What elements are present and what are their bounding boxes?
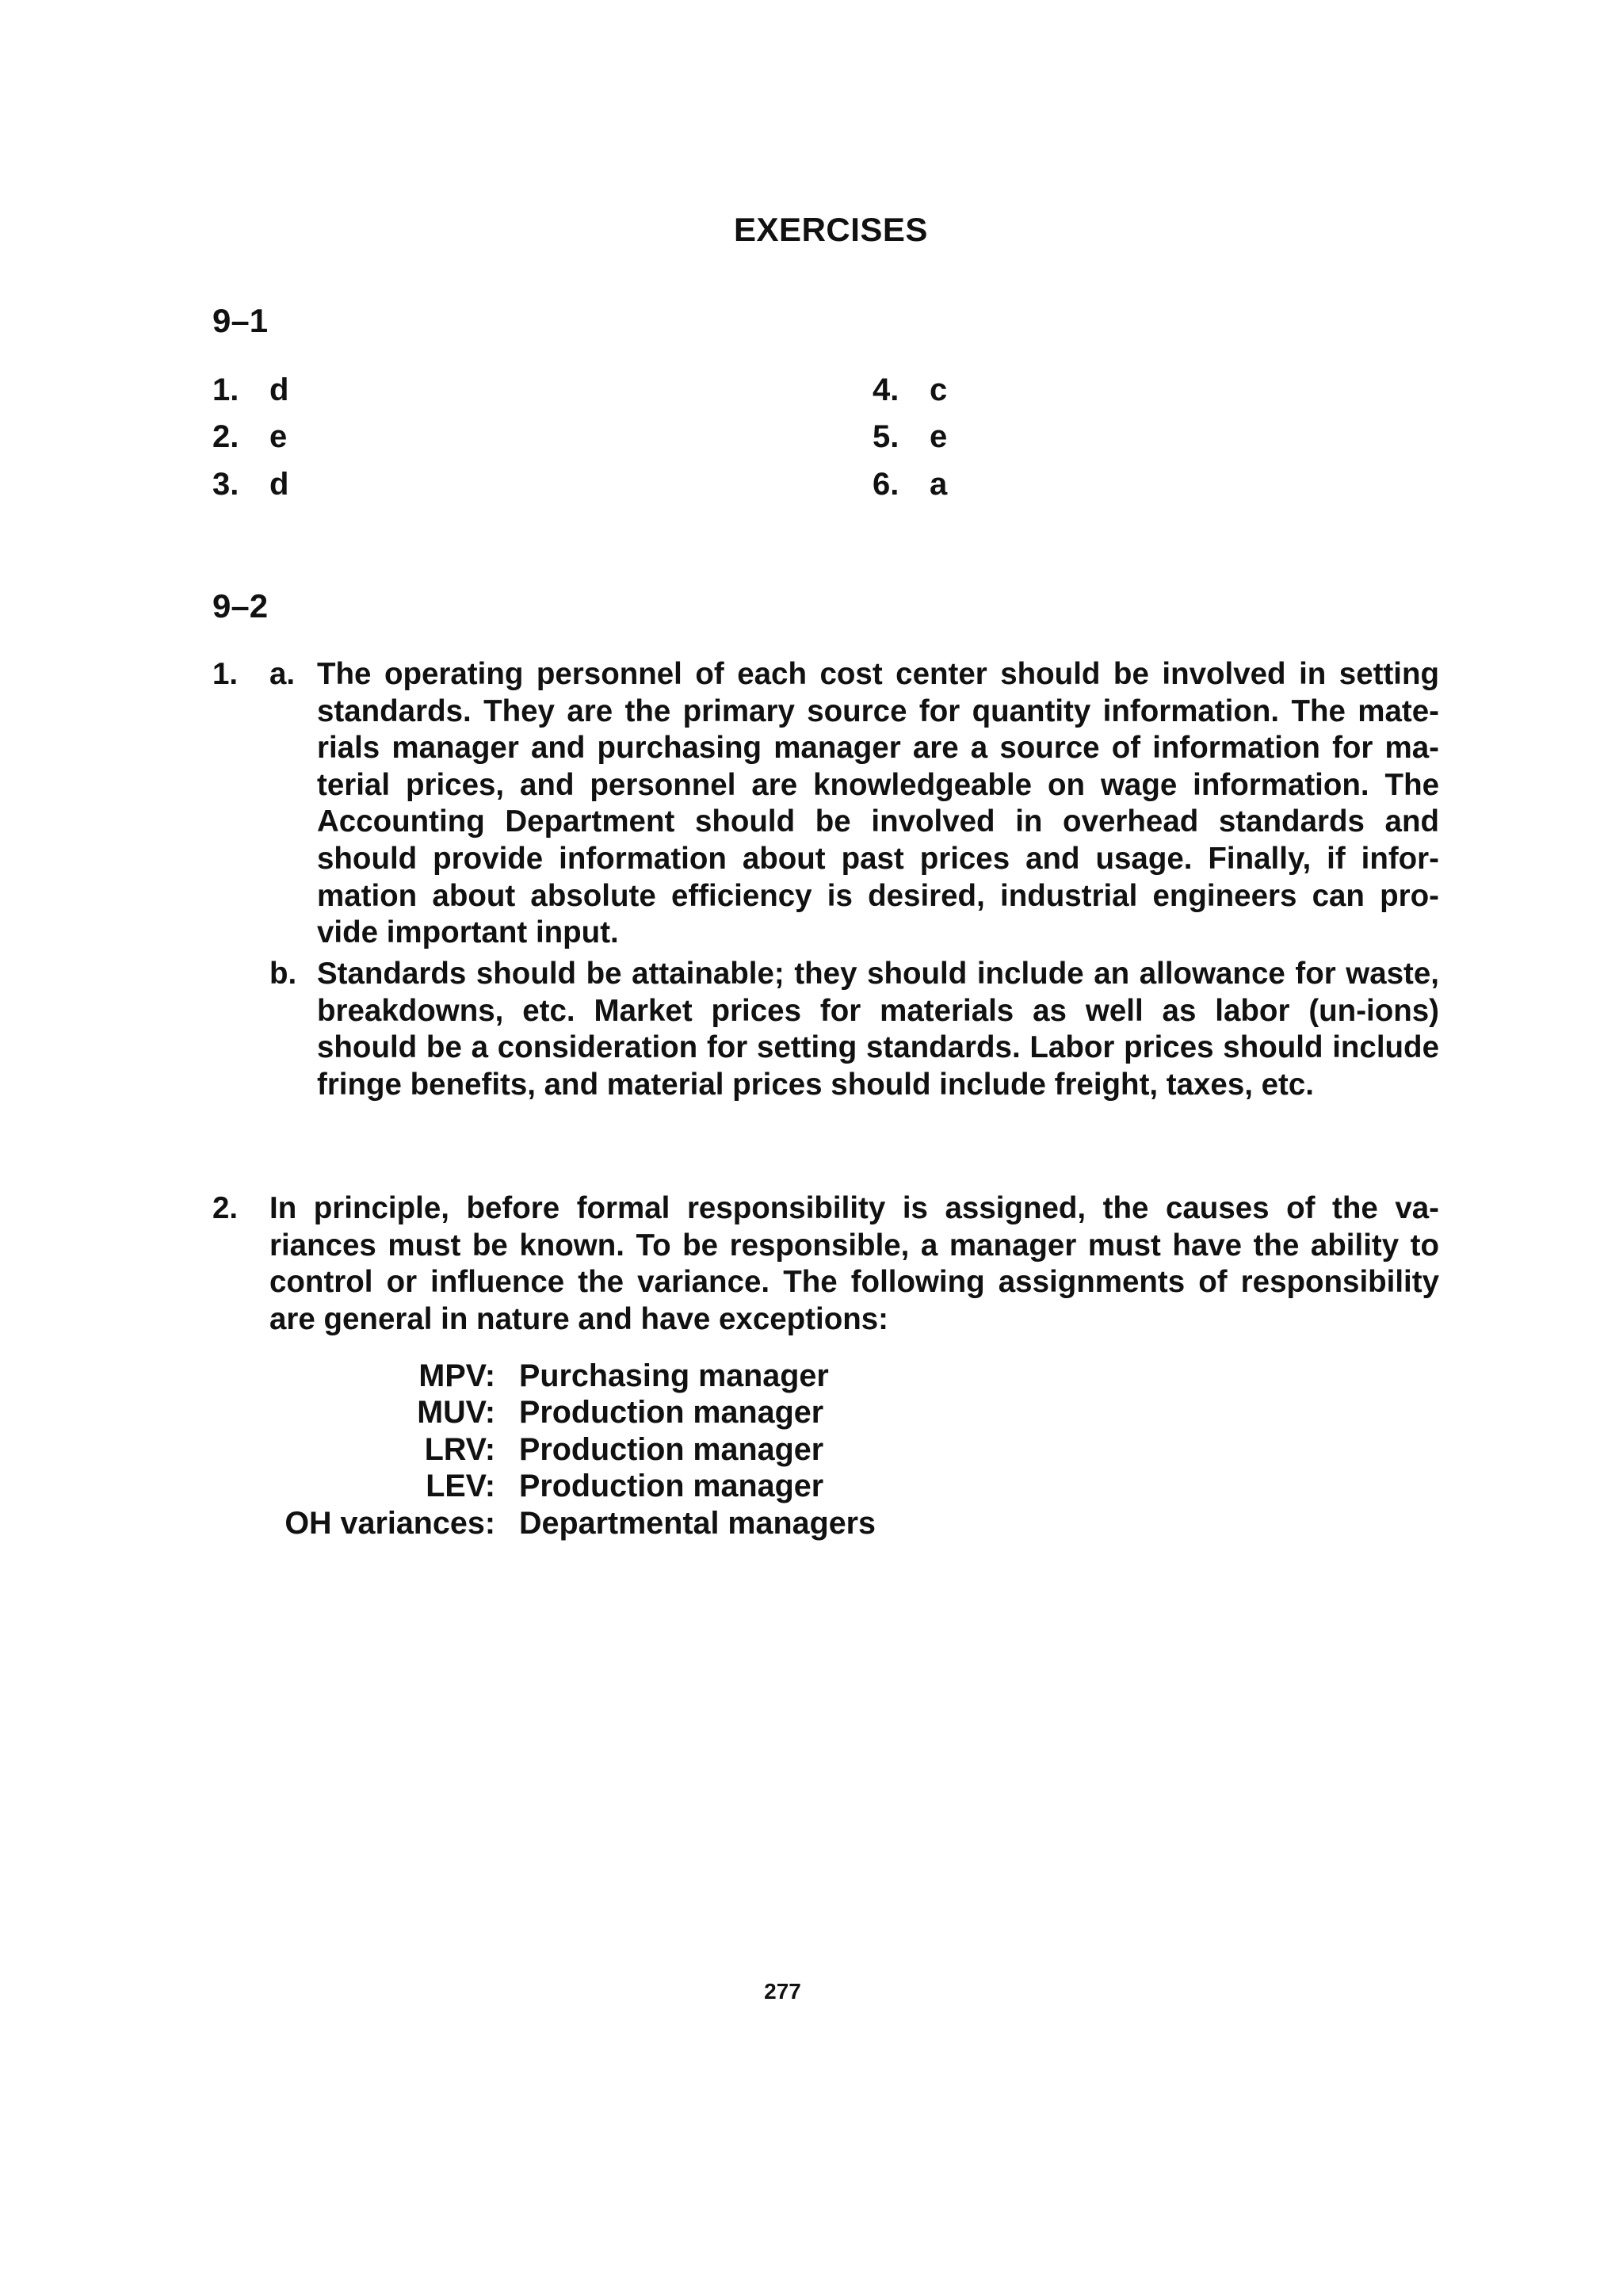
variance-label: MUV: <box>417 1395 495 1430</box>
responsibility-row <box>178 1358 829 1394</box>
answer-number: 1. <box>212 372 239 407</box>
exercise-9-2-label: 9–2 <box>212 587 269 625</box>
answer-letter: d <box>269 372 289 407</box>
responsibility-row <box>178 1506 876 1541</box>
answer-letter: c <box>930 372 948 407</box>
answer-letter: d <box>269 467 289 502</box>
answer-number: 2. <box>212 419 239 454</box>
answer-item <box>873 419 947 455</box>
answer-letter: e <box>930 419 948 454</box>
answer-number: 5. <box>873 419 899 454</box>
sub-item-letter: b. <box>269 957 297 991</box>
exercise-9-1-label: 9–1 <box>212 302 269 339</box>
page-number: 277 <box>764 1979 801 2004</box>
answer-number: 6. <box>873 467 899 502</box>
responsible-manager: Purchasing manager <box>519 1358 829 1393</box>
answer-item <box>212 372 288 408</box>
answer-paragraph-b: Standards should be attainable; they should include an allowance for waste, breakdowns, etc. Market prices for materials as well as labor (un-ions) should be a consideration for setting standards. Labor prices should include fringe benefits, and material prices should include freight, taxes, etc. <box>317 957 1439 1102</box>
responsible-manager: Production manager <box>519 1432 824 1467</box>
question-number: 2. <box>212 1191 239 1225</box>
question-number: 1. <box>212 657 239 691</box>
responsibility-row <box>178 1395 823 1431</box>
answer-item <box>873 372 947 408</box>
answer-letter: a <box>930 467 948 502</box>
variance-label: OH variances: <box>285 1506 495 1541</box>
page-title: EXERCISES <box>734 211 928 248</box>
responsibility-row <box>178 1469 823 1504</box>
answer-letter: e <box>269 419 288 454</box>
answer-paragraph-2: In principle, before formal responsibility is assigned, the causes of the va-riances must be known. To be responsible, a manager must have the ability to control or influence the variance. The following assignments of responsibility are general in nature and have exceptions: <box>269 1191 1439 1336</box>
responsible-manager: Departmental managers <box>519 1506 876 1541</box>
answer-number: 3. <box>212 467 239 502</box>
answer-item <box>873 467 947 502</box>
answer-paragraph-a: The operating personnel of each cost center should be involved in setting standards. They are the primary source for quantity information. The mate-rials manager and purchasing manager are a source of information for ma-terial prices, and personnel are knowledgeable on wage information. The Accounting Department should be involved in overhead standards and should provide information about past prices and usage. Finally, if infor-mation about absolute efficiency is desired, industrial engineers can pro-vide important input. <box>317 657 1439 950</box>
sub-item-letter: a. <box>269 657 296 691</box>
responsible-manager: Production manager <box>519 1395 824 1430</box>
variance-label: LEV: <box>426 1469 495 1503</box>
answer-item <box>212 467 288 502</box>
responsibility-row <box>178 1432 823 1468</box>
answer-number: 4. <box>873 372 899 407</box>
variance-label: MPV: <box>418 1358 495 1393</box>
variance-label: LRV: <box>424 1432 495 1467</box>
answer-item <box>212 419 287 455</box>
responsible-manager: Production manager <box>519 1469 824 1503</box>
